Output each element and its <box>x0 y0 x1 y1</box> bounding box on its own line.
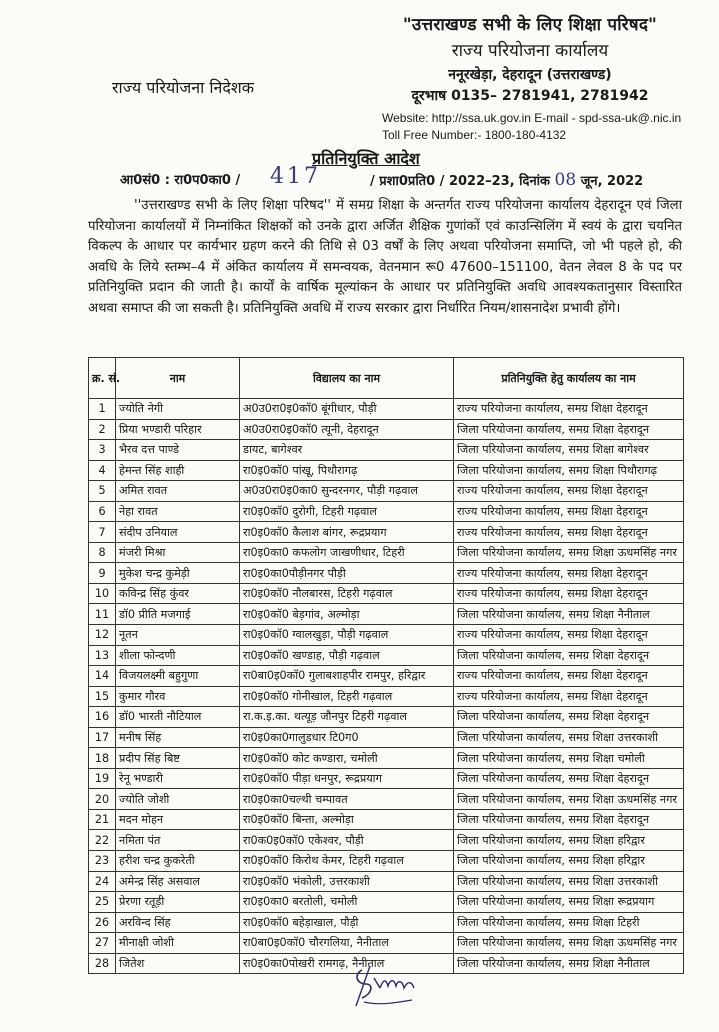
cell-office: राज्य परियोजना कार्यालय, समग्र शिक्षा देहरादून <box>454 399 684 420</box>
table-row <box>89 851 684 872</box>
cell-serial: 24 <box>89 871 116 892</box>
cell-office: जिला परियोजना कार्यालय, समग्र शिक्षा देहरादून <box>454 768 684 789</box>
cell-name: अरविन्द सिंह <box>116 912 240 933</box>
table-row <box>89 871 684 892</box>
table-header-row <box>89 358 684 399</box>
cell-office: जिला परियोजना कार्यालय, समग्र शिक्षा पिथौरागढ़ <box>454 460 684 481</box>
cell-name: अमित रावत <box>116 481 240 502</box>
header-name: नाम <box>116 358 240 399</box>
cell-school: रा0इ0कॉ0 कैलाश बांगर, रूद्रप्रयाग <box>240 522 454 543</box>
cell-office: जिला परियोजना कार्यालय, समग्र शिक्षा ऊधमसिंह नगर <box>454 933 684 954</box>
table-row <box>89 768 684 789</box>
cell-office: जिला परियोजना कार्यालय, समग्र शिक्षा उत्तरकाशी <box>454 871 684 892</box>
cell-school: अ0उ0रा0इ0कॉ0 त्यूनी, देहरादून <box>240 419 454 440</box>
table-row <box>89 830 684 851</box>
cell-office: राज्य परियोजना कार्यालय, समग्र शिक्षा देहरादून <box>454 501 684 522</box>
signature-image <box>350 962 440 1014</box>
cell-serial: 5 <box>89 481 116 502</box>
cell-name: नेहा रावत <box>116 501 240 522</box>
cell-serial: 8 <box>89 542 116 563</box>
cell-name: शीला फोन्दणी <box>116 645 240 666</box>
table-row <box>89 563 684 584</box>
cell-name: हरीश चन्द्र कुकरेती <box>116 851 240 872</box>
cell-serial: 25 <box>89 892 116 913</box>
table-row <box>89 892 684 913</box>
cell-serial: 23 <box>89 851 116 872</box>
cell-school: डायट, बागेश्वर <box>240 440 454 461</box>
table-row <box>89 748 684 769</box>
table-row <box>89 933 684 954</box>
cell-serial: 2 <box>89 419 116 440</box>
cell-office: राज्य परियोजना कार्यालय, समग्र शिक्षा देहरादून <box>454 666 684 687</box>
table-row <box>89 522 684 543</box>
cell-office: राज्य परियोजना कार्यालय, समग्र शिक्षा देहरादून <box>454 583 684 604</box>
cell-serial: 1 <box>89 399 116 420</box>
letterhead <box>360 12 700 105</box>
cell-serial: 15 <box>89 686 116 707</box>
cell-office: राज्य परियोजना कार्यालय, समग्र शिक्षा देहरादून <box>454 481 684 502</box>
table-row <box>89 789 684 810</box>
cell-office: जिला परियोजना कार्यालय, समग्र शिक्षा चमोली <box>454 748 684 769</box>
cell-school: रा0इ0कॉ0 किरोथ केमर, टिहरी गढ़वाल <box>240 851 454 872</box>
ref-number: 417 <box>270 164 321 189</box>
cell-name: कुमार गौरव <box>116 686 240 707</box>
office-name: राज्य परियोजना कार्यालय <box>451 41 609 61</box>
table-row <box>89 645 684 666</box>
cell-school: रा0इ0का0पोखरी रामगढ़, नैनीताल <box>240 953 454 974</box>
cell-school: रा0इ0का0 बरतोली, चमोली <box>240 892 454 913</box>
table-row <box>89 686 684 707</box>
cell-school: रा.क.इ.का. थत्यूड़ जौनपुर टिहरी गढ़वाल <box>240 707 454 728</box>
table-row <box>89 460 684 481</box>
table-row <box>89 666 684 687</box>
cell-serial: 13 <box>89 645 116 666</box>
cell-name: हेमन्त सिंह शाही <box>116 460 240 481</box>
cell-school: रा0क0इ0कॉ0 एकेश्वर, पौड़ी <box>240 830 454 851</box>
cell-office: जिला परियोजना कार्यालय, समग्र शिक्षा ऊधमसिंह नगर <box>454 542 684 563</box>
cell-school: रा0इ0कॉ0 कोट कण्डारा, चमोली <box>240 748 454 769</box>
org-name: "उत्तराखण्ड सभी के लिए शिक्षा परिषद" <box>402 15 658 35</box>
cell-office: जिला परियोजना कार्यालय, समग्र शिक्षा देहरादून <box>454 645 684 666</box>
date-day: 08 <box>554 170 577 190</box>
cell-school: रा0बा0इ0कॉ0 चौरगलिया, नैनीताल <box>240 933 454 954</box>
cell-name: मीनाक्षी जोशी <box>116 933 240 954</box>
cell-school: रा0इ0का0 कफलोग जाखणीधार, टिहरी <box>240 542 454 563</box>
cell-school: रा0इ0का0चल्थी चम्पावत <box>240 789 454 810</box>
cell-school: रा0इ0कॉ0 बहेड़ाखाल, पौड़ी <box>240 912 454 933</box>
cell-name: कविन्द्र सिंह कुंवर <box>116 583 240 604</box>
cell-school: अ0उ0रा0इ0का0 सुन्दरनगर, पौड़ी गढ़वाल <box>240 481 454 502</box>
cell-school: रा0इ0कॉ0 नौलबारस, टिहरी गढ़वाल <box>240 583 454 604</box>
order-title: प्रतिनियुक्ति आदेश <box>312 149 420 168</box>
cell-school: रा0इ0कॉ0 बेड़गांव, अल्मोड़ा <box>240 604 454 625</box>
cell-office: जिला परियोजना कार्यालय, समग्र शिक्षा देहरादून <box>454 809 684 830</box>
cell-serial: 7 <box>89 522 116 543</box>
cell-name: डॉ0 भारती नौटियाल <box>116 707 240 728</box>
cell-school: रा0इ0कॉ0 दुरोगी, टिहरी गढ़वाल <box>240 501 454 522</box>
cell-office: राज्य परियोजना कार्यालय, समग्र शिक्षा देहरादून <box>454 686 684 707</box>
cell-serial: 28 <box>89 953 116 974</box>
cell-serial: 10 <box>89 583 116 604</box>
table-row <box>89 399 684 420</box>
cell-school: रा0बा0इ0कॉ0 गुलाबशाहपीर रामपुर, हरिद्वार <box>240 666 454 687</box>
table-row <box>89 604 684 625</box>
cell-name: नूतन <box>116 625 240 646</box>
table-row <box>89 419 684 440</box>
date-rest: जून, 2022 <box>580 174 644 189</box>
cell-school: रा0इ0कॉ0 भंकोली, उत्तरकाशी <box>240 871 454 892</box>
cell-name: भैरव दत्त पाण्डे <box>116 440 240 461</box>
cell-name: ज्योति नेगी <box>116 399 240 420</box>
cell-name: विजयलक्ष्मी बहुगुणा <box>116 666 240 687</box>
reference-line <box>120 164 680 190</box>
table-row <box>89 583 684 604</box>
cell-school: रा0इ0कॉ0 बिन्ता, अल्मोड़ा <box>240 809 454 830</box>
designation: राज्य परियोजना निदेशक <box>112 78 255 97</box>
cell-office: राज्य परियोजना कार्यालय, समग्र शिक्षा देहरादून <box>454 522 684 543</box>
table-row <box>89 912 684 933</box>
cell-name: मंजरी मिश्रा <box>116 542 240 563</box>
cell-name: रेनू भण्डारी <box>116 768 240 789</box>
cell-office: जिला परियोजना कार्यालय, समग्र शिक्षा देहरादून <box>454 707 684 728</box>
office-phone: दूरभाष 0135– 2781941, 2781942 <box>411 88 649 104</box>
table-row <box>89 625 684 646</box>
table-row <box>89 727 684 748</box>
header-serial: क्र. सं. <box>89 358 116 399</box>
cell-office: जिला परियोजना कार्यालय, समग्र शिक्षा देहरादून <box>454 419 684 440</box>
cell-serial: 18 <box>89 748 116 769</box>
cell-name: मुकेश चन्द्र कुमेड़ी <box>116 563 240 584</box>
cell-name: मदन मोहन <box>116 809 240 830</box>
cell-school: रा0इ0का0गालुडधार टि0ग0 <box>240 727 454 748</box>
cell-serial: 16 <box>89 707 116 728</box>
table-row <box>89 707 684 728</box>
ref-prefix: आ0सं0 : रा0प0का0 / <box>120 173 241 188</box>
cell-name: प्रेरणा रतूड़ी <box>116 892 240 913</box>
cell-school: अ0उ0रा0इ0कॉ0 बूंगीधार, पौड़ी <box>240 399 454 420</box>
order-body: ''उत्तराखण्ड सभी के लिए शिक्षा परिषद'' में समग्र शिक्षा के अन्तर्गत राज्य परियोजना कार्यालय देहरादून एवं जिला परियोजना कार्यालयों में निम्नांकित शिक्षकों को उनके द्वारा अर्जित शैक्षिक गुणांकों एवं काउन्सिलिंग में स्वयं के द्वारा चयनित विकल्प के आधार पर कार्यभार ग्रहण करने की तिथि से 03 वर्षों के लिए अथवा परियोजना समाप्ति, जो भी पहले हो, की अवधि के लिये स्तम्भ–4 में अंकित कार्यालय में समन्वयक, वेतनमान रू0 47600–151100, वेतन लेवल 8 के पद पर प्रतिनियुक्ति प्रदान की जाती है। कार्यों के वार्षिक मूल्यांकन के आधार पर प्रतिनियुक्ति अवधि आवश्यकतानुसार विस्तारित अथवा समाप्त की जा सकती है। प्रतिनियुक्ति अवधि में राज्य सरकार द्वारा निर्धारित नियम/शासनादेश प्रभावी होंगे। <box>88 198 682 316</box>
cell-serial: 17 <box>89 727 116 748</box>
cell-office: राज्य परियोजना कार्यालय, समग्र शिक्षा देहरादून <box>454 563 684 584</box>
cell-office: जिला परियोजना कार्यालय, समग्र शिक्षा नैनीताल <box>454 953 684 974</box>
cell-office: जिला परियोजना कार्यालय, समग्र शिक्षा हरिद्वार <box>454 830 684 851</box>
cell-serial: 12 <box>89 625 116 646</box>
table-row <box>89 481 684 502</box>
header-office: प्रतिनियुक्ति हेतु कार्यालय का नाम <box>454 358 684 399</box>
cell-serial: 27 <box>89 933 116 954</box>
cell-office: जिला परियोजना कार्यालय, समग्र शिक्षा रूद्रप्रयाग <box>454 892 684 913</box>
cell-serial: 26 <box>89 912 116 933</box>
cell-serial: 20 <box>89 789 116 810</box>
cell-office: जिला परियोजना कार्यालय, समग्र शिक्षा नैनीताल <box>454 604 684 625</box>
cell-serial: 22 <box>89 830 116 851</box>
cell-serial: 21 <box>89 809 116 830</box>
website-email: Website: http://ssa.uk.gov.in E-mail - spd-ssa-uk@.nic.in <box>382 111 682 125</box>
cell-school: रा0इ0कॉ0 पांखू, पिथौरागढ़ <box>240 460 454 481</box>
cell-school: रा0इ0कॉ0 खण्डाह, पौड़ी गढ़वाल <box>240 645 454 666</box>
cell-office: जिला परियोजना कार्यालय, समग्र शिक्षा ऊधमसिंह नगर <box>454 789 684 810</box>
cell-name: प्रदीप सिंह बिष्ट <box>116 748 240 769</box>
table-row <box>89 440 684 461</box>
cell-serial: 14 <box>89 666 116 687</box>
cell-name: मनीष सिंह <box>116 727 240 748</box>
cell-serial: 6 <box>89 501 116 522</box>
ref-suffix: / प्रशा0प्रति0 / 2022–23, दिनांक <box>370 174 551 189</box>
table-row <box>89 501 684 522</box>
cell-school: रा0इ0कॉ0 ग्वालखुड़ा, पौड़ी गढ़वाल <box>240 625 454 646</box>
cell-serial: 9 <box>89 563 116 584</box>
cell-serial: 4 <box>89 460 116 481</box>
cell-name: प्रिया भण्डारी परिहार <box>116 419 240 440</box>
table-row <box>89 809 684 830</box>
cell-name: डॉ0 प्रीति मजगाई <box>116 604 240 625</box>
cell-serial: 11 <box>89 604 116 625</box>
cell-office: जिला परियोजना कार्यालय, समग्र शिक्षा टिहरी <box>454 912 684 933</box>
cell-name: संदीप उनियाल <box>116 522 240 543</box>
deputation-table <box>88 357 684 974</box>
cell-office: राज्य परियोजना कार्यालय, समग्र शिक्षा देहरादून <box>454 625 684 646</box>
header-school: विद्यालय का नाम <box>240 358 454 399</box>
cell-office: जिला परियोजना कार्यालय, समग्र शिक्षा बागेश्वर <box>454 440 684 461</box>
office-address: ननूरखेड़ा, देहरादून (उत्तराखण्ड) <box>448 67 612 83</box>
cell-name: अमेन्द्र सिंह असवाल <box>116 871 240 892</box>
toll-free: Toll Free Number:- 1800-180-4132 <box>382 128 567 142</box>
cell-school: रा0इ0कॉ0 पीड़ा धनपुर, रूद्रप्रयाग <box>240 768 454 789</box>
cell-name: जितेश <box>116 953 240 974</box>
cell-serial: 3 <box>89 440 116 461</box>
cell-name: नमिता पंत <box>116 830 240 851</box>
cell-office: जिला परियोजना कार्यालय, समग्र शिक्षा उत्तरकाशी <box>454 727 684 748</box>
cell-school: रा0इ0का0पौड़ीनगर पौड़ी <box>240 563 454 584</box>
cell-serial: 19 <box>89 768 116 789</box>
cell-school: रा0इ0कॉ0 गोनीखाल, टिहरी गढ़वाल <box>240 686 454 707</box>
cell-name: ज्योति जोशी <box>116 789 240 810</box>
cell-office: जिला परियोजना कार्यालय, समग्र शिक्षा हरिद्वार <box>454 851 684 872</box>
table-row <box>89 542 684 563</box>
contact-block <box>382 110 681 144</box>
